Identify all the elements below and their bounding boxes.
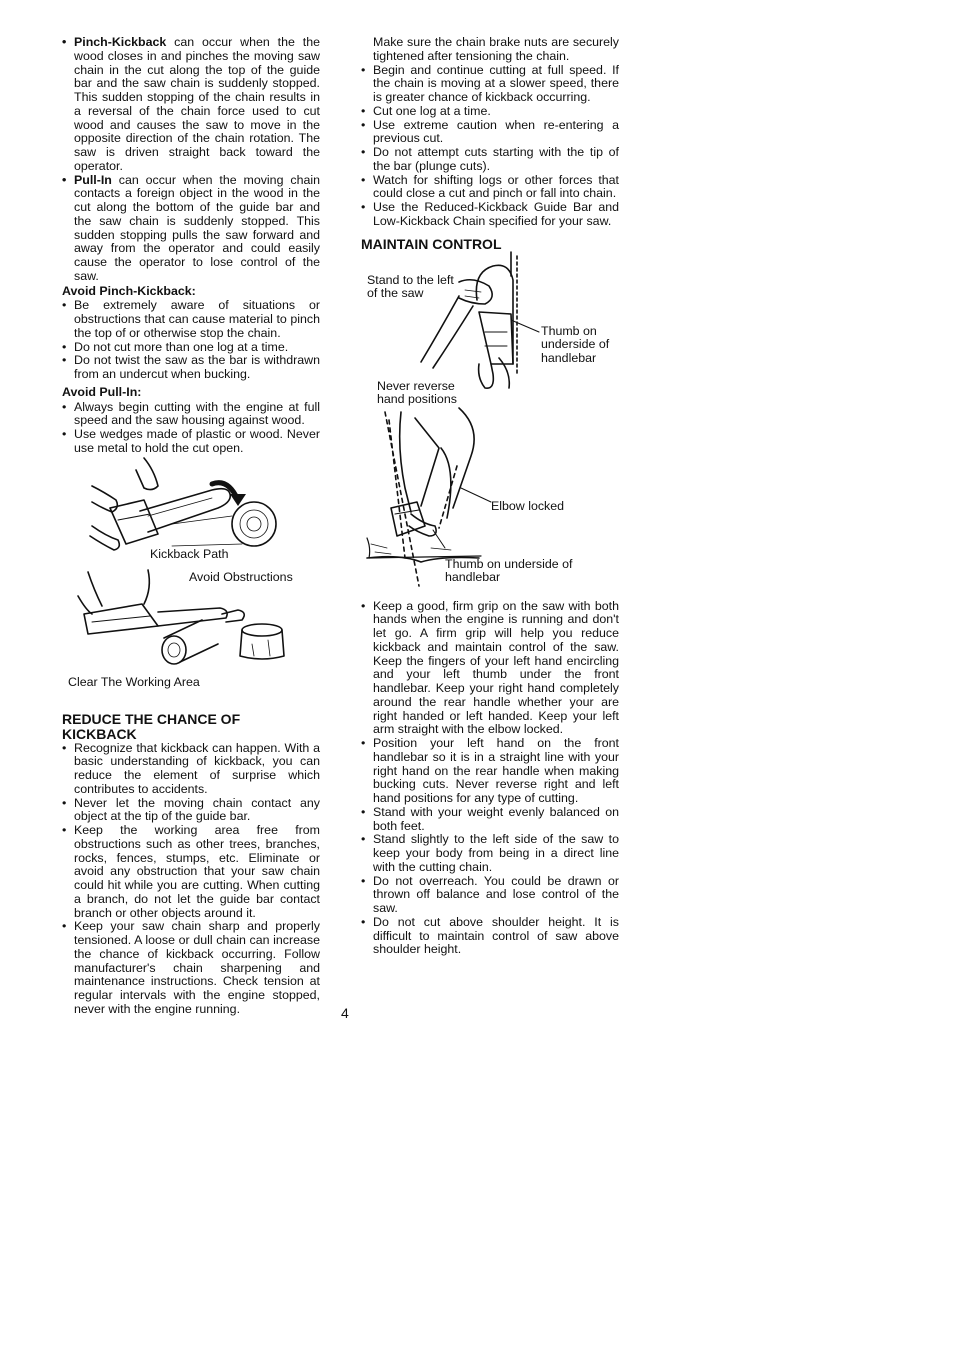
avoid-pinch-heading: Avoid Pinch-Kickback: xyxy=(62,283,196,298)
continuation-text: Make sure the chain brake nuts are securely tightened after tensioning the chain. xyxy=(373,35,619,63)
avoid-pinch-list xyxy=(62,299,320,382)
list-item: • Always begin cutting with the engine at full speed and the saw housing against wood. xyxy=(62,401,320,429)
list-item: • Cut one log at a time. xyxy=(361,105,619,119)
reduce-kickback-list xyxy=(62,742,320,1017)
list-item: • Do not cut more than one log at a time. xyxy=(62,341,320,355)
avoid-pull-heading: Avoid Pull-In: xyxy=(62,384,142,399)
list-item: • Stand with your weight evenly balanced on both feet. xyxy=(361,806,619,834)
list-item: • Keep your saw chain sharp and properly tensioned. A loose or dull chain can increase the chance of kickback occurring. Follow manufacturer's chain sharpening and maintenance instructions. Check tension at regular intervals with the engine stopped, never with the engine running. xyxy=(62,920,320,1016)
control-list xyxy=(361,600,619,958)
list-item: • Watch for shifting logs or other forces that could close a cut and pinch or fall into chain. xyxy=(361,174,619,202)
cutting-tips-list xyxy=(361,64,619,229)
grip-figure xyxy=(361,252,619,408)
list-item: • Position your left hand on the front handlebar so it is in a straight line with your right hand on the rear handle when making bucking cuts. Never reverse right and left hand positions for any type of cutting. xyxy=(361,737,619,806)
maintain-control-heading: MAINTAIN CONTROL xyxy=(361,235,502,252)
never-reverse-label: Never reverse hand positions xyxy=(377,378,457,407)
list-item: • Keep a good, firm grip on the saw with both hands when the engine is running and don't let go. A firm grip will help you reduce kickback and maintain control of the saw. Keep the fingers of your left hand encircling and your left thumb under the front handlebar. Keep your right hand completely around the rear handle whether your are right handed or left handed. Keep your left arm straight with the elbow locked. xyxy=(361,600,619,738)
list-item: • Do not cut above shoulder height. It is difficult to maintain control of saw above shoulder height. xyxy=(361,916,619,957)
thumb-underside-label: Thumb on underside of handlebar xyxy=(541,323,610,365)
list-item: • Use the Reduced-Kickback Guide Bar and Low-Kickback Chain specified for your saw. xyxy=(361,201,619,229)
avoid-obstructions-caption: Avoid Obstructions xyxy=(189,569,293,584)
list-item: • Be extremely aware of situations or obstructions that can cause material to pinch the top of or otherwise stop the chain. xyxy=(62,299,320,340)
stand-left-label: Stand to the left of the saw xyxy=(367,272,454,301)
list-item: • Do not twist the saw as the bar is withdrawn from an undercut when bucking. xyxy=(62,354,320,382)
reduce-kickback-heading: REDUCE THE CHANCE OF KICKBACK xyxy=(62,710,241,742)
thumb-underside-label-2: Thumb on underside of handlebar xyxy=(445,556,573,585)
elbow-locked-label: Elbow locked xyxy=(491,498,565,513)
left-column xyxy=(62,36,320,1017)
list-item: • Pinch-Kickback can occur when the the wood closes in and pinches the moving saw chain in the cut along the top of the guide bar and the saw chain is suddenly stopped. This sudden stopping of the chain results in a reversal of the chain force used to cut wood and causes the saw to move in the opposite direction of the chain rotation. The saw is driven straight back toward the operator. xyxy=(62,36,320,174)
list-item: • Begin and continue cutting at full speed. If the chain is moving at a slower speed, there is greater chance of kickback occurring. xyxy=(361,64,619,105)
right-column xyxy=(361,36,619,957)
kickback-path-figure xyxy=(62,456,320,564)
list-item: • Never let the moving chain contact any object at the tip of the guide bar. xyxy=(62,797,320,825)
kickback-path-caption: Kickback Path xyxy=(150,546,229,561)
list-item: • Pull-In can occur when the moving chain contacts a foreign object in the wood in the cut along the bottom of the guide bar and the saw chain is suddenly stopped. This sudden stopping pulls the saw forward and away from the operator and could easily cause the operator to lose control of the saw. xyxy=(62,174,320,284)
elbow-locked-figure xyxy=(361,408,619,588)
list-item: • Keep the working area free from obstructions such as other trees, branches, rocks, fences, stumps, etc. Eliminate or avoid any obstruction that your saw chain could hit while you are cutting. When cutting a branch, do not let the guide bar contact branch or other objects around it. xyxy=(62,824,320,920)
list-item: • Recognize that kickback can happen. With a basic understanding of kickback, you can reduce the element of surprise which contributes to accidents. xyxy=(62,742,320,797)
list-item: • Stand slightly to the left side of the saw to keep your body from being in a direct line with the cutting chain. xyxy=(361,833,619,874)
list-item: • Do not attempt cuts starting with the tip of the bar (plunge cuts). xyxy=(361,146,619,174)
kickback-types-list xyxy=(62,36,320,284)
avoid-pull-list xyxy=(62,401,320,456)
list-item: • Do not overreach. You could be drawn or thrown off balance and lose control of the saw. xyxy=(361,875,619,916)
page-number: 4 xyxy=(341,1005,349,1021)
list-item: • Use extreme caution when re-entering a previous cut. xyxy=(361,119,619,147)
avoid-obstructions-figure xyxy=(62,564,320,700)
list-item: • Use wedges made of plastic or wood. Never use metal to hold the cut open. xyxy=(62,428,320,456)
clear-working-area-caption: Clear The Working Area xyxy=(68,674,200,689)
